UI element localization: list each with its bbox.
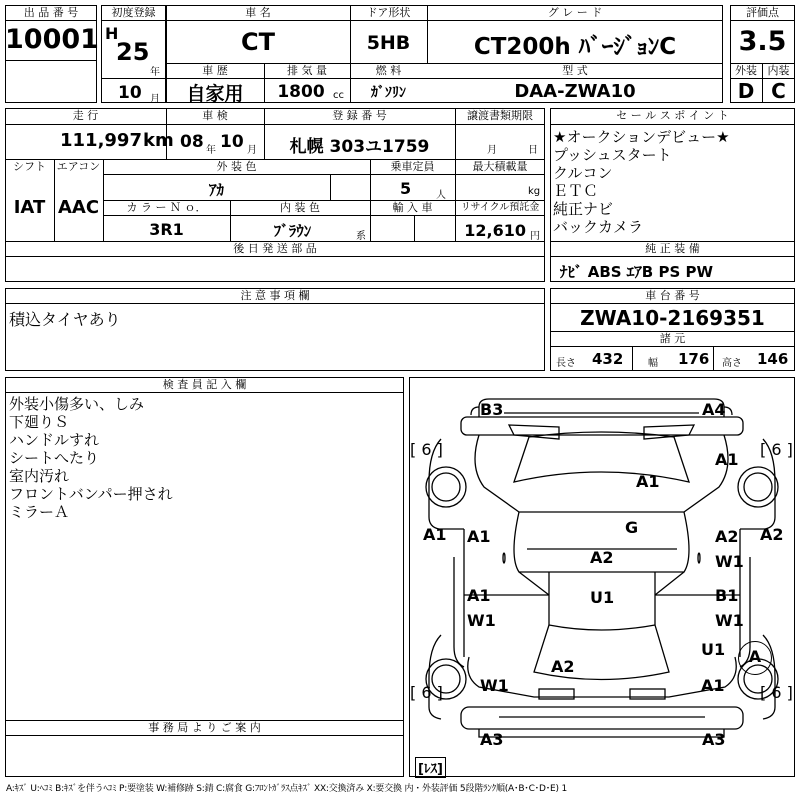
mark-w1-rear-door-left: W1 [467, 611, 496, 630]
mark-a1-rear-door-left: A1 [467, 586, 491, 605]
inspection-year: 08 [180, 132, 204, 152]
transfer-label: 譲渡書類期限 [467, 109, 533, 122]
mark-a4: A4 [702, 400, 726, 419]
color-label: 外 装 色 [216, 160, 257, 173]
fuel-label: 燃 料 [375, 64, 402, 77]
selling-points-label: セ ー ル ス ポ イ ン ト [616, 109, 729, 122]
color-no-label: カ ラ ー Ｎ ｏ． [126, 201, 207, 214]
interior-label: 内装 [767, 64, 790, 77]
mark-a1-rear-right: A1 [701, 676, 725, 695]
first-reg-label: 初度登録 [111, 6, 156, 19]
int-color: ﾌﾞﾗｳﾝ [273, 222, 312, 240]
transfer-month-unit: 月 [487, 145, 497, 156]
int-color-label: 内 装 色 [280, 201, 320, 214]
inspector-note-line: フロントバンパー押され [9, 485, 173, 503]
tire-front-right: [ 6 ] [760, 440, 793, 459]
inspector-note-line: ハンドルすれ [9, 431, 100, 449]
capacity-unit: 人 [436, 190, 446, 201]
mark-b3: B3 [480, 400, 504, 419]
fuel: ｶﾞｿﾘﾝ [371, 85, 406, 101]
mark-a1-left-edge: A1 [423, 525, 447, 544]
int-color-unit: 系 [356, 231, 366, 242]
displacement: 1800 [277, 82, 325, 102]
score: 3.5 [738, 26, 787, 57]
mark-a1-roof: A1 [636, 472, 660, 491]
grade-label: グ レ ー ド [547, 6, 603, 19]
mark-a3-right: A3 [702, 730, 726, 749]
inspection-month: 10 [220, 132, 244, 152]
legend: A:ｷｽﾞ U:ﾍｺﾐ B:ｷｽﾞを伴うﾍｺﾐ P:要塗装 W:補修跡 S:錆 C:腐食 G:ﾌﾛﾝﾄｶﾞﾗｽ点ｷｽﾞ XX:交換済み X:要交換 内・外装評価 5段階ﾗﾝｸ順(A･B･C･D･E) 1 [6, 784, 567, 794]
chassis-label: 車 台 番 号 [645, 289, 700, 302]
selling-point-item: ★オークションデビュー★ [553, 128, 730, 146]
transfer-day-unit: 日 [528, 145, 538, 156]
lot-number: 10001 [5, 24, 99, 55]
model: DAA-ZWA10 [514, 81, 636, 102]
mileage-unit: km [143, 130, 174, 151]
equipment-value: ﾅﾋﾞ ABS ｴｱB PS PW [560, 263, 714, 281]
load-unit: kg [528, 186, 541, 197]
model-label: 型 式 [562, 64, 588, 77]
displacement-unit: cc [333, 90, 344, 101]
inspection-label: 車 検 [202, 109, 228, 122]
interior-grade: C [771, 79, 786, 103]
history: 自家用 [186, 83, 244, 105]
grade: CT200h ﾊﾞｰｼﾞｮﾝC [473, 34, 677, 60]
mark-a2-front-door-right: A2 [715, 527, 739, 546]
inspector-note-line: 下廻りＳ [9, 413, 70, 431]
era: H [105, 24, 119, 43]
mileage-label: 走 行 [72, 109, 99, 122]
inspector-note-line: 室内汚れ [9, 467, 70, 485]
mark-a1-front-door-left: A1 [467, 527, 491, 546]
inspection-month-unit: 月 [247, 145, 257, 156]
month-unit: 月 [150, 94, 160, 105]
mark-a2-right-edge: A2 [760, 525, 784, 544]
mark-u1-center: U1 [590, 588, 615, 607]
import-label: 輸 入 車 [392, 201, 433, 214]
width: 176 [678, 350, 710, 368]
spare-tire-none: [ﾚｽ] [415, 757, 446, 778]
car-name: CT [241, 28, 275, 56]
equipment-label: 純 正 装 備 [645, 242, 700, 255]
load-label: 最大積載量 [472, 160, 528, 173]
length-label: 長さ [556, 358, 576, 369]
year-unit: 年 [150, 67, 160, 78]
notes-text: 積込タイヤあり [9, 310, 121, 329]
tire-rear-right: [ 6 ] [760, 683, 793, 702]
ac-label: エアコン [56, 160, 101, 173]
history-label: 車 歴 [202, 64, 228, 77]
mark-a2-trunk: A2 [551, 657, 575, 676]
inspector-notes [9, 395, 399, 521]
car-name-label: 車 名 [245, 6, 271, 19]
mark-a3-left: A3 [480, 730, 504, 749]
notes-label: 注 意 事 項 欄 [240, 289, 310, 302]
spec-label: 諸 元 [659, 332, 686, 345]
inspector-label: 検 査 員 記 入 欄 [162, 378, 247, 391]
door: 5HB [366, 32, 411, 54]
exterior-label: 外装 [735, 64, 757, 77]
selling-point-item: 純正ナビ [553, 200, 614, 218]
mark-a2-center: A2 [590, 548, 614, 567]
score-label: 評価点 [746, 6, 779, 19]
recycle-label: リサイクル預託金 [460, 202, 540, 213]
selling-point-item: バックカメラ [553, 218, 644, 236]
selling-point-item: ＥＴＣ [553, 182, 599, 200]
ac: AAC [57, 197, 100, 218]
recycle: 12,610 [464, 221, 526, 240]
lot-box-lower [5, 60, 97, 103]
selling-point-item: クルコン [553, 164, 613, 182]
width-label: 幅 [648, 358, 658, 369]
month: 10 [118, 83, 142, 103]
mark-a-circle: A [738, 641, 772, 675]
height-label: 高さ [722, 358, 742, 369]
shift-label: シフト [13, 160, 46, 173]
mark-u1-rear-right: U1 [701, 640, 726, 659]
chassis-number: ZWA10-2169351 [580, 306, 765, 330]
lot-label: 出 品 番 号 [23, 6, 79, 19]
height: 146 [757, 350, 789, 368]
reg-label: 登 録 番 号 [332, 109, 387, 122]
inspector-note-line: 外装小傷多い、しみ [9, 395, 145, 413]
inspector-note-line: シートへたり [9, 449, 100, 467]
color: ｱｶ [208, 181, 224, 199]
mark-w1-rear-door-right: W1 [715, 611, 744, 630]
color-no: 3R1 [149, 220, 184, 239]
tire-rear-left: [ 6 ] [410, 683, 443, 702]
inspection-year-unit: 年 [206, 145, 216, 156]
mark-a1-front-right: A1 [715, 450, 739, 469]
mark-g: G [625, 518, 639, 537]
year: 25 [116, 38, 150, 66]
mark-w1-rear-left: W1 [480, 676, 509, 695]
mileage: 111,997 [60, 130, 142, 151]
reg-number: 札幌 303ユ1759 [289, 137, 430, 157]
tire-front-left: [ 6 ] [410, 440, 443, 459]
later-parts-label: 後 日 発 送 部 品 [233, 242, 317, 255]
mark-b1-rear-door-right: B1 [715, 586, 739, 605]
selling-points-list [553, 128, 793, 236]
recycle-unit: 円 [530, 231, 540, 242]
office-label: 事 務 局 よ り ご 案 内 [148, 721, 261, 734]
inspector-note-line: ミラーＡ [9, 503, 70, 521]
car-outline-diagram [409, 377, 795, 777]
exterior-grade: D [737, 79, 755, 103]
displacement-label: 排 気 量 [287, 64, 327, 77]
mark-w1-front-door-right: W1 [715, 552, 744, 571]
door-label: ドア形状 [366, 6, 411, 19]
capacity: 5 [400, 179, 412, 198]
selling-point-item: プッシュスタート [553, 146, 672, 164]
shift: IAT [13, 197, 46, 218]
length: 432 [592, 350, 624, 368]
capacity-label: 乗車定員 [390, 160, 435, 173]
